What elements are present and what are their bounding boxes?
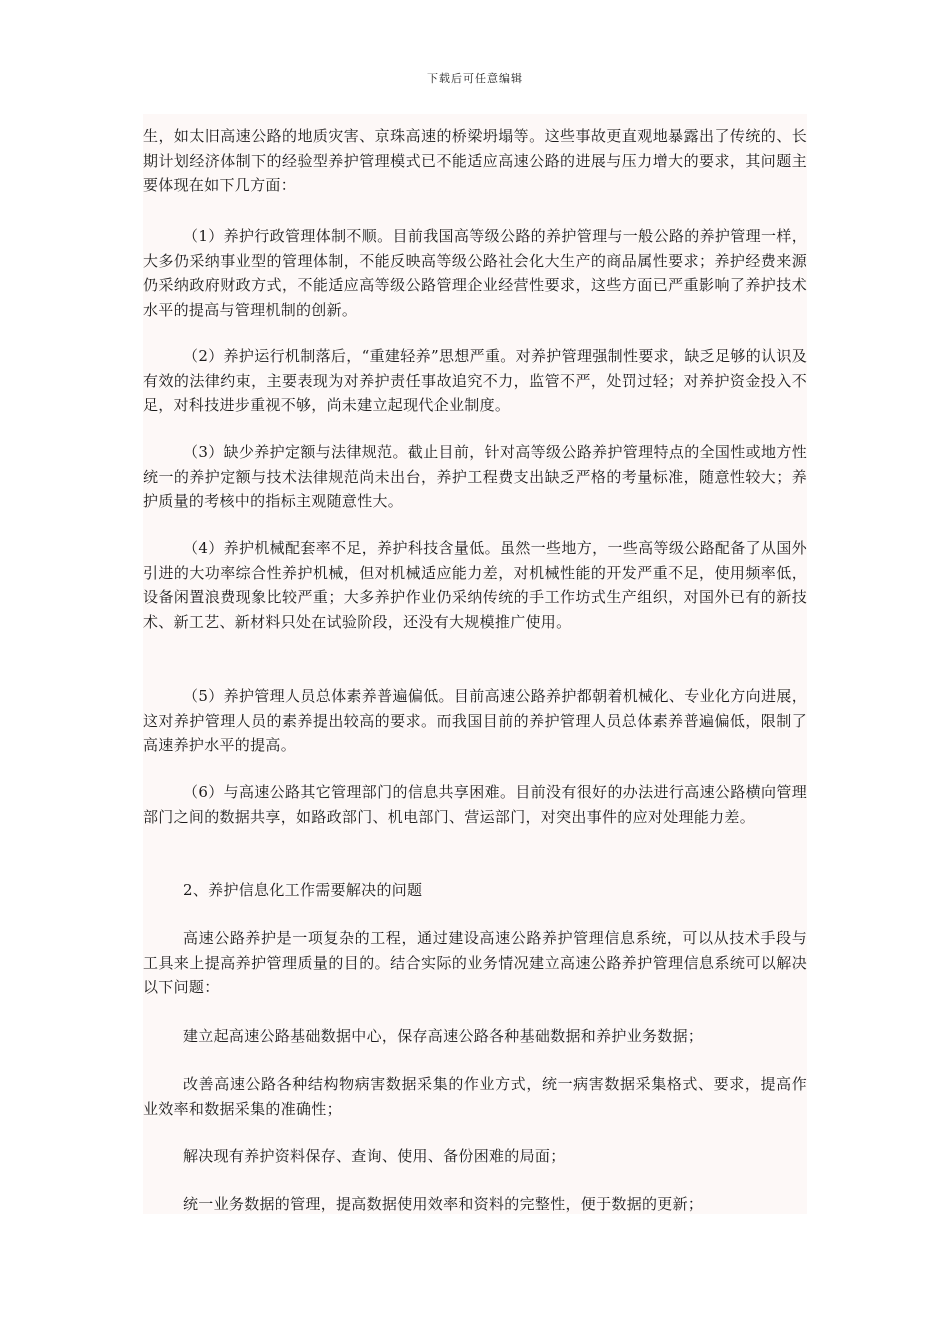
section-heading: 2、养护信息化工作需要解决的问题 (183, 881, 423, 899)
page-header: 下载后可任意编辑 (427, 72, 523, 85)
paragraph-issue-3: （3）缺少养护定额与法律规范。截止目前，针对高等级公路养护管理特点的全国性或地方性统一的养护定额与技术法律规范尚未出台，养护工程费支出缺乏严格的考量标准，随意性较大；养护质量的考核中的指标主观随意性大。 (143, 443, 807, 510)
list-item-data-management: 统一业务数据的管理，提高数据使用效率和资料的完整性，便于数据的更新； (183, 1195, 704, 1213)
paragraph-issue-2: （2）养护运行机制落后，“重建轻养”思想严重。对养护管理强制性要求，缺乏足够的认识及有效的法律约束，主要表现为对养护责任事故追究不力，监管不严，处罚过轻；对养护资金投入不足，对科技进步重视不够，尚未建立起现代企业制度。 (143, 347, 807, 414)
list-item-data-collection: 改善高速公路各种结构物病害数据采集的作业方式，统一病害数据采集格式、要求，提高作业效率和数据采集的准确性； (143, 1075, 807, 1118)
list-item-data-center: 建立起高速公路基础数据中心，保存高速公路各种基础数据和养护业务数据； (183, 1027, 704, 1045)
paragraph-intro-continuation: 生，如太旧高速公路的地质灾害、京珠高速的桥梁坍塌等。这些事故更直观地暴露出了传统的、长期计划经济体制下的经验型养护管理模式已不能适应高速公路的进展与压力增大的要求，其问题主要体现在如下几方面： (143, 127, 807, 194)
paragraph-issue-6: （6）与高速公路其它管理部门的信息共享困难。目前没有很好的办法进行高速公路横向管理部门之间的数据共享，如路政部门、机电部门、营运部门，对突出事件的应对处理能力差。 (143, 783, 807, 826)
paragraph-issue-4: （4）养护机械配套率不足，养护科技含量低。虽然一些地方，一些高等级公路配备了从国外引进的大功率综合性养护机械，但对机械适应能力差，对机械性能的开发严重不足，使用频率低，设备闲置浪费现象比较严重；大多养护作业仍采纳传统的手工作坊式生产组织，对国外已有的新技术、新工艺、新材料只处在试验阶段，还没有大规模推广使用。 (143, 539, 807, 631)
paragraph-system-intro: 高速公路养护是一项复杂的工程，通过建设高速公路养护管理信息系统，可以从技术手段与工具来上提高养护管理质量的目的。结合实际的业务情况建立高速公路养护管理信息系统可以解决以下问题： (143, 929, 807, 996)
document-body (143, 114, 807, 1214)
paragraph-issue-1: （1）养护行政管理体制不顺。目前我国高等级公路的养护管理与一般公路的养护管理一样，大多仍采纳事业型的管理体制，不能反映高等级公路社会化大生产的商品属性要求；养护经费来源仍采纳政府财政方式，不能适应高等级公路管理企业经营性要求，这些方面已严重影响了养护技术水平的提高与管理机制的创新。 (143, 227, 807, 319)
paragraph-issue-5: （5）养护管理人员总体素养普遍偏低。目前高速公路养护都朝着机械化、专业化方向进展，这对养护管理人员的素养提出较高的要求。而我国目前的养护管理人员总体素养普遍偏低，限制了高速养护水平的提高。 (143, 687, 807, 754)
list-item-archive: 解决现有养护资料保存、查询、使用、备份困难的局面； (183, 1147, 566, 1165)
